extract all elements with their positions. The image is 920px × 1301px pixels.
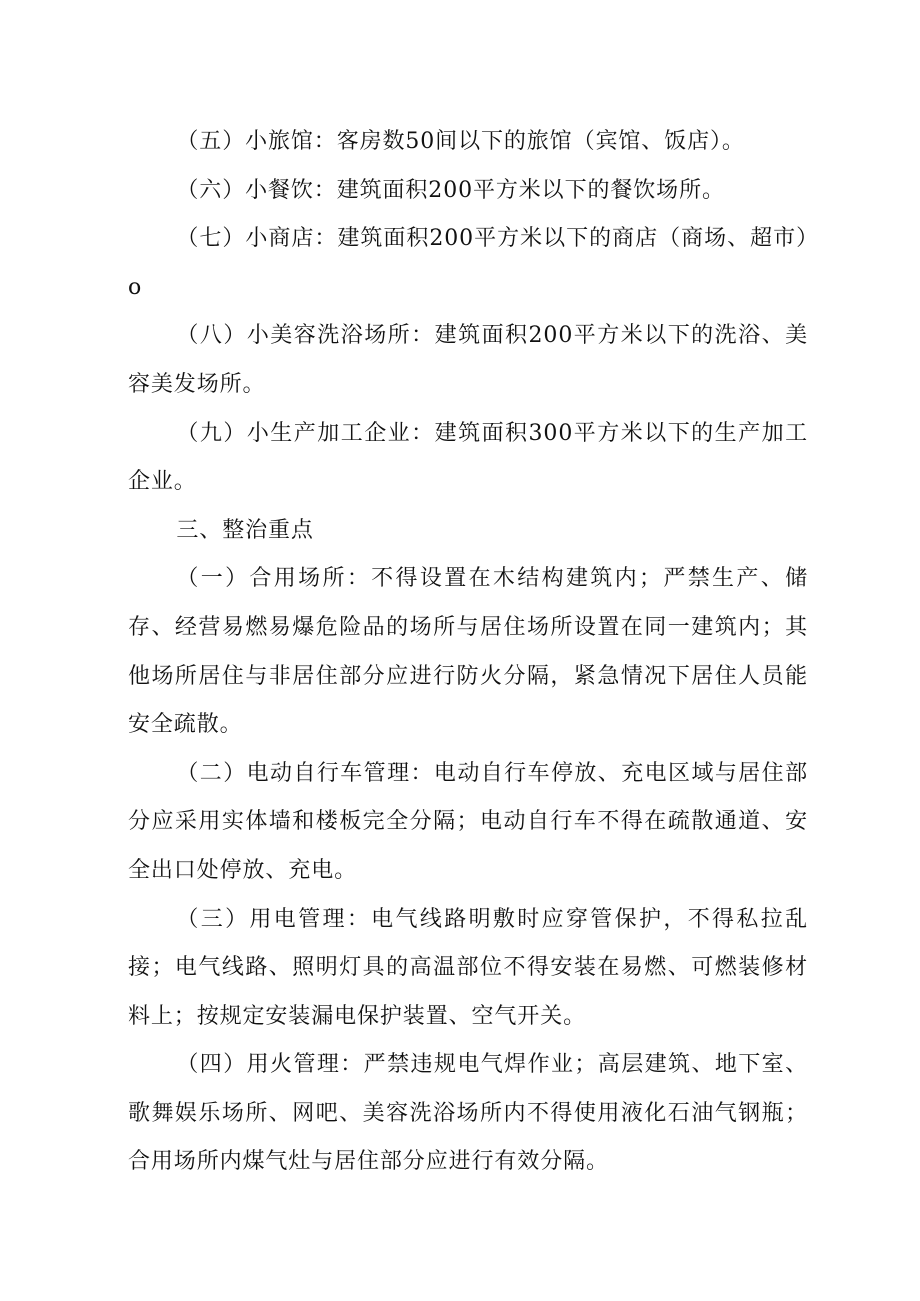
- paragraph-small-beauty-bath: （八）小美容洗浴场所：建筑面积200平方米以下的洗浴、美容美发场所。: [128, 323, 808, 397]
- paragraph-small-production: （九）小生产加工企业：建筑面积300平方米以下的生产加工企业。: [128, 420, 808, 495]
- paragraph-ebike-management: （二）电动自行车管理：电动自行车停放、充电区域与居住部分应采用实体墙和楼板完全分隔；电动自行车不得在疏散通道、安全出口处停放、充电。: [128, 760, 808, 883]
- paragraph-electricity-management: （三）用电管理：电气线路明敷时应穿管保护，不得私拉乱接；电气线路、照明灯具的高温部位不得安装在易燃、可燃装修材料上；按规定安装漏电保护装置、空气开关。: [128, 906, 808, 1029]
- section-heading-rectification-focus: 三、整治重点: [176, 517, 314, 543]
- paragraph-small-shop: （七）小商店：建筑面积200平方米以下的商店（商场、超市）o: [128, 226, 808, 300]
- paragraph-small-restaurant: （六）小餐饮：建筑面积200平方米以下的餐饮场所。: [176, 177, 725, 203]
- paragraph-small-hotel: （五）小旅馆：客房数50间以下的旅馆（宾馆、饭店）。: [176, 129, 745, 154]
- document-body: [128, 118, 808, 1187]
- paragraph-shared-premises: （一）合用场所：不得设置在木结构建筑内；严禁生产、储存、经营易燃易爆危险品的场所与居住场所设置在同一建筑内；其他场所居住与非居住部分应进行防火分隔，紧急情况下居住人员能安全疏散。: [128, 566, 808, 738]
- paragraph-fire-use-management: （四）用火管理：严禁违规电气焊作业；高层建筑、地下室、歌舞娱乐场所、网吧、美容洗浴场所内不得使用液化石油气钢瓶；合用场所内煤气灶与居住部分应进行有效分隔。: [128, 1052, 808, 1175]
